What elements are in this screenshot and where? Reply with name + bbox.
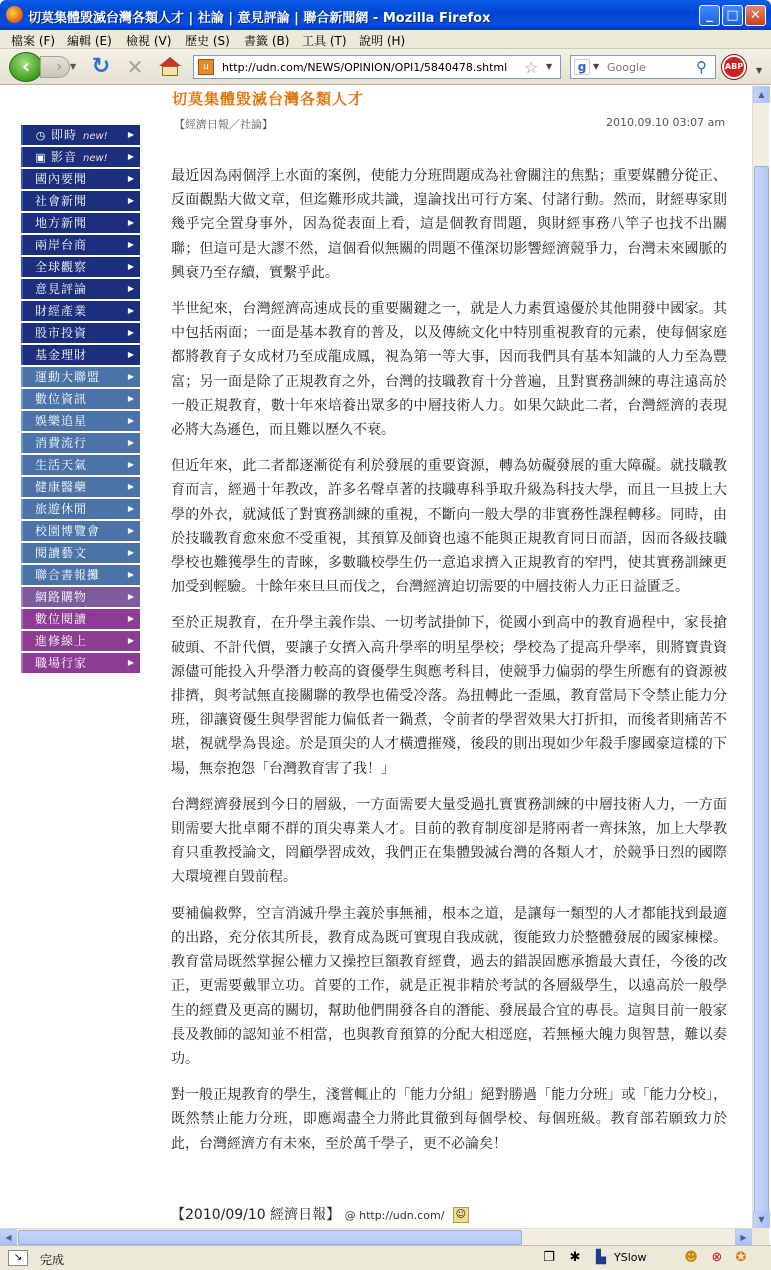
arrow-right-icon: ▶ — [127, 350, 135, 359]
arrow-right-icon: ▶ — [127, 570, 135, 579]
arrow-right-icon: ▶ — [127, 614, 135, 623]
sidebar-item-realtime[interactable]: ◷ 即時 new! ▶ — [21, 125, 140, 145]
article-paragraph: 台灣經濟發展到今日的層級，一方面需要大量受過扎實實務訓練的中層技術人力，一方面則需要大批卓爾不群的頂尖專業人才。目前的教育制度卻是將兩者一齊抹煞，加上大學教育只重教授論文，罔顧學習成效，我們正在集體毀滅台灣的各類人才，於競爭日烈的國際大環境裡自毀前程。 — [171, 796, 727, 886]
arrow-right-icon: ▶ — [127, 218, 135, 227]
vertical-scroll-thumb[interactable] — [754, 166, 769, 1236]
status-text: 完成 — [40, 1253, 65, 1267]
adblock-dropdown-icon[interactable]: ▼ — [756, 66, 763, 75]
firefox-icon — [6, 6, 23, 23]
sidebar-item-reading-arts[interactable]: 閱讀藝文 ▶ — [21, 543, 140, 563]
article-footer — [171, 1204, 469, 1224]
sidebar-item-local[interactable]: 地方新聞 ▶ — [21, 213, 140, 233]
article-body — [171, 164, 727, 1168]
arrow-right-icon: ▶ — [127, 394, 135, 403]
sidebar-item-video[interactable]: ▣ 影音 new! ▶ — [21, 147, 140, 167]
arrow-right-icon: ▶ — [127, 372, 135, 381]
google-icon[interactable]: g — [574, 59, 590, 75]
page-info-icon[interactable]: ❐ — [543, 1250, 555, 1265]
article-title: 切莫集體毀滅台灣各類人才 — [172, 90, 365, 108]
article-paragraph: 要補偏救弊，空言消滅升學主義於事無補，根本之道，是讓每一類型的人才都能找到最適的出路，充分依其所長，教育成為既可實現自我成就，復能致力於整體發展的國家棟樑。教育當局既然掌握公權力又操控巨額教育經費，過去的錯誤固應承擔最大責任，今後的改正，更需要戴罪立功。首要的工作，就是正視非精於考試的各層級學生，以遠高於一般學生的經費及更高的關切，幫助他們開發各自的潛能、發展最合宜的專長。這與目前一般家長及教師的認知並不相當，也與教育預算的分配大相逕庭，若無極大魄力與智慧，難以奏功。 — [171, 905, 727, 1067]
search-input[interactable] — [607, 61, 695, 74]
search-magnifier-icon[interactable]: ⚲ — [696, 58, 707, 76]
sidebar-item-career[interactable]: 職場行家 ▶ — [21, 653, 140, 673]
vertical-scrollbar[interactable] — [752, 86, 769, 1228]
sidebar-item-life-weather[interactable]: 生活天氣 ▶ — [21, 455, 140, 475]
sidebar-item-opinion[interactable]: 意見評論 ▶ — [21, 279, 140, 299]
sidebar-item-stocks[interactable]: 股市投資 ▶ — [21, 323, 140, 343]
footer-source: 【2010/09/10 經濟日報】 — [171, 1207, 341, 1223]
url-bar[interactable] — [193, 55, 561, 79]
adblock-plus-button[interactable]: ABP — [722, 55, 746, 79]
article-paragraph: 最近因為兩個浮上水面的案例，使能力分班問題成為社會關注的焦點；重要媒體分從正、反面觀點大做文章，但迄難形成共識，遑論找出可行方案、付諸行動。然而，財經專家則幾乎完全置身事外，因為從表面上看，這是個教育問題，與財經事務八竿子也找不出關聯；但這可是大謬不然，這個看似無關的問題不僅深切影響經濟競爭力，台灣未來國脈的興衰乃至存續，實繫乎此。 — [171, 168, 727, 281]
window-title: 切莫集體毀滅台灣各類人才 | 社論 | 意見評論 | 聯合新聞網 - Mozilla Firefox — [28, 11, 491, 26]
arrow-right-icon: ▶ — [127, 130, 135, 139]
scroll-left-icon[interactable]: ◀ — [0, 1229, 17, 1246]
sidebar-item-sports[interactable]: 運動大聯盟 ▶ — [21, 367, 140, 387]
sidebar-item-global[interactable]: 全球觀察 ▶ — [21, 257, 140, 277]
menu-edit[interactable]: 編輯 (E) — [67, 34, 112, 48]
menu-help[interactable]: 說明 (H) — [359, 34, 406, 48]
arrow-right-icon: ▶ — [127, 438, 135, 447]
scroll-corner — [752, 1228, 769, 1245]
arrow-right-icon: ▶ — [127, 548, 135, 557]
page-viewport — [0, 86, 752, 1228]
stop-icon[interactable]: ✕ — [126, 55, 144, 79]
tv-icon: ▣ — [35, 151, 47, 164]
footer-link[interactable]: @ http://udn.com/ — [344, 1209, 445, 1222]
minimize-button[interactable]: _ — [699, 5, 720, 26]
search-engine-dropdown-icon[interactable]: ▼ — [593, 62, 600, 71]
arrow-right-icon: ▶ — [127, 328, 135, 337]
menu-bar — [0, 30, 771, 49]
block-icon[interactable]: ⊗ — [711, 1250, 723, 1265]
maximize-button[interactable]: □ — [722, 5, 743, 26]
article-paragraph: 對一般正規教育的學生，淺嘗輒止的「能力分組」絕對勝過「能力分班」或「能力分校」，既然禁止能力分班，即應竭盡全力將此貫徹到每個學校、每個班級。教育部若願致力於此，台灣經濟方有未來，至於萬千學子，更不必論矣！ — [171, 1087, 727, 1152]
article-paragraph: 半世紀來，台灣經濟高速成長的重要關鍵之一，就是人力素質遠優於其他開發中國家。其中包括兩面；一面是基本教育的普及，以及傳統文化中特別重視教育的元素，使每個家庭都將教育子女成材乃至成龍成鳳，視為第一等大事，因而我們具有基本知識的人力至為豐富；另一面是除了正規教育之外，台灣的技職教育十分普遍，且對實務訓練的專注遠高於一般正規教育，數十年來培養出眾多的中層技術人力。如果欠缺此二者，台灣經濟的表現必將大為遜色，而且難以歷久不衰。 — [171, 301, 727, 439]
close-button[interactable]: ✕ — [745, 5, 766, 26]
bookmark-star-icon[interactable]: ☆ — [524, 58, 539, 77]
sidebar-item-fashion[interactable]: 消費流行 ▶ — [21, 433, 140, 453]
arrow-right-icon: ▶ — [127, 152, 135, 161]
forward-button[interactable]: › — [40, 56, 70, 78]
sidebar-item-finance[interactable]: 財經產業 ▶ — [21, 301, 140, 321]
url-input[interactable] — [222, 61, 512, 74]
tools-icon[interactable]: ✱ — [569, 1250, 581, 1265]
sidebar-item-entertainment[interactable]: 娛樂追星 ▶ — [21, 411, 140, 431]
scroll-up-icon[interactable]: ▲ — [753, 86, 770, 103]
scroll-right-icon[interactable]: ▶ — [735, 1229, 752, 1246]
arrow-right-icon: ▶ — [127, 482, 135, 491]
home-icon[interactable] — [158, 55, 182, 79]
url-dropdown-icon[interactable]: ▼ — [546, 62, 553, 71]
search-bar[interactable] — [570, 55, 716, 79]
arrow-right-icon: ▶ — [127, 306, 135, 315]
sidebar-item-digital-info[interactable]: 數位資訊 ▶ — [21, 389, 140, 409]
emoticon-icon[interactable]: ☺ — [453, 1207, 469, 1223]
article-paragraph: 但近年來，此二者都逐漸從有利於發展的重要資源，轉為妨礙發展的重大障礙。就技職教育而言，經過十年教改，許多名聲卓著的技職專科爭取升級為科技大學，而且一旦披上大學的外衣，就減低了對實務訓練的重視，不斷向一般大學的非實務性課程轉移。同時，由於技職教育愈來愈不受重視，其預算及師資也遠不能與正規教育同日而語，因而各級技職學校也難獲學生的青睞，多數職校學生仍一意追求擠入正規教育的窄門，使其實務訓練更加受到輕驗。十餘年來旦旦而伐之，台灣經濟迫切需要的中層技術人力正日益匱乏。 — [171, 458, 727, 596]
sidebar-item-online-learning[interactable]: 進修線上 ▶ — [21, 631, 140, 651]
clock-icon: ◷ — [35, 129, 47, 142]
arrow-right-icon: ▶ — [127, 636, 135, 645]
status-page-icon: ↘ — [8, 1250, 28, 1266]
horizontal-scroll-thumb[interactable] — [18, 1230, 522, 1245]
arrow-right-icon: ▶ — [127, 592, 135, 601]
smiley-icon[interactable]: ☻ — [684, 1250, 698, 1265]
arrow-right-icon: ▶ — [127, 658, 135, 667]
arrow-right-icon: ▶ — [127, 174, 135, 183]
site-favicon-icon: u — [198, 59, 214, 75]
history-dropdown-icon[interactable]: ▼ — [70, 62, 77, 71]
category-sidebar — [21, 125, 140, 675]
sidebar-item-domestic[interactable]: 國內要聞 ▶ — [21, 169, 140, 189]
reload-icon[interactable]: ↻ — [91, 54, 111, 79]
horizontal-scrollbar[interactable] — [0, 1228, 752, 1245]
arrow-right-icon: ▶ — [127, 460, 135, 469]
sidebar-item-society[interactable]: 社會新聞 ▶ — [21, 191, 140, 211]
article-source: 【經濟日報／社論】 — [174, 118, 273, 131]
sidebar-item-digital-reading[interactable]: 數位閱讀 ▶ — [21, 609, 140, 629]
status-bar — [0, 1245, 771, 1270]
menu-file[interactable]: 檔案 (F) — [11, 34, 56, 48]
sidebar-item-travel[interactable]: 旅遊休閒 ▶ — [21, 499, 140, 519]
arrow-right-icon: ▶ — [127, 526, 135, 535]
arrow-right-icon: ▶ — [127, 196, 135, 205]
arrow-right-icon: ▶ — [127, 262, 135, 271]
menu-bookmarks[interactable]: 書籤 (B) — [244, 34, 290, 48]
sidebar-item-health[interactable]: 健康醫藥 ▶ — [21, 477, 140, 497]
yslow-label[interactable]: YSlow — [614, 1251, 647, 1264]
yslow-icon[interactable]: ▙ — [596, 1250, 606, 1265]
navigation-toolbar — [0, 49, 771, 85]
sidebar-item-shopping[interactable]: 網路購物 ▶ — [21, 587, 140, 607]
sidebar-item-campus[interactable]: 校園博覽會 ▶ — [21, 521, 140, 541]
arrow-right-icon: ▶ — [127, 240, 135, 249]
sidebar-item-newsstand[interactable]: 聯合書報攤 ▶ — [21, 565, 140, 585]
menu-history[interactable]: 歷史 (S) — [185, 34, 230, 48]
arrow-right-icon: ▶ — [127, 284, 135, 293]
window-title-bar — [0, 0, 771, 30]
article-date: 2010.09.10 03:07 am — [606, 116, 726, 129]
menu-tools[interactable]: 工具 (T) — [302, 34, 347, 48]
arrow-right-icon: ▶ — [127, 416, 135, 425]
article-paragraph: 至於正規教育，在升學主義作祟、一切考試掛帥下，從國小到高中的教育過程中，家長搶破頭、不計代價，要讓子女擠入高升學率的明星學校；學校為了提高升學率，則將寶貴資源儘可能投入升學潛力較高的資優學生與應考科目，使競爭力偏弱的學生所應有的資源被排擠，與考試無直接關聯的教學也備受冷落。為扭轉此一歪風，教育當局下令禁止能力分班，卻讓資優生與學習能力偏低者一鍋煮，令前者的學習效果大打折扣，而後者則痛苦不堪，視就學為畏途。於是頂尖的人才橫遭摧殘，後段的則出現如少年殺手廖國豪這樣的下場，無奈抱怨「台灣教育害了我！」 — [171, 615, 727, 777]
arrow-right-icon: ▶ — [127, 504, 135, 513]
back-button[interactable]: ‹ — [9, 52, 43, 82]
addon-icon[interactable]: ✪ — [735, 1250, 747, 1265]
sidebar-item-cross-strait[interactable]: 兩岸台商 ▶ — [21, 235, 140, 255]
sidebar-item-funds[interactable]: 基金理財 ▶ — [21, 345, 140, 365]
menu-view[interactable]: 檢視 (V) — [126, 34, 172, 48]
scroll-down-icon[interactable]: ▼ — [753, 1211, 770, 1228]
